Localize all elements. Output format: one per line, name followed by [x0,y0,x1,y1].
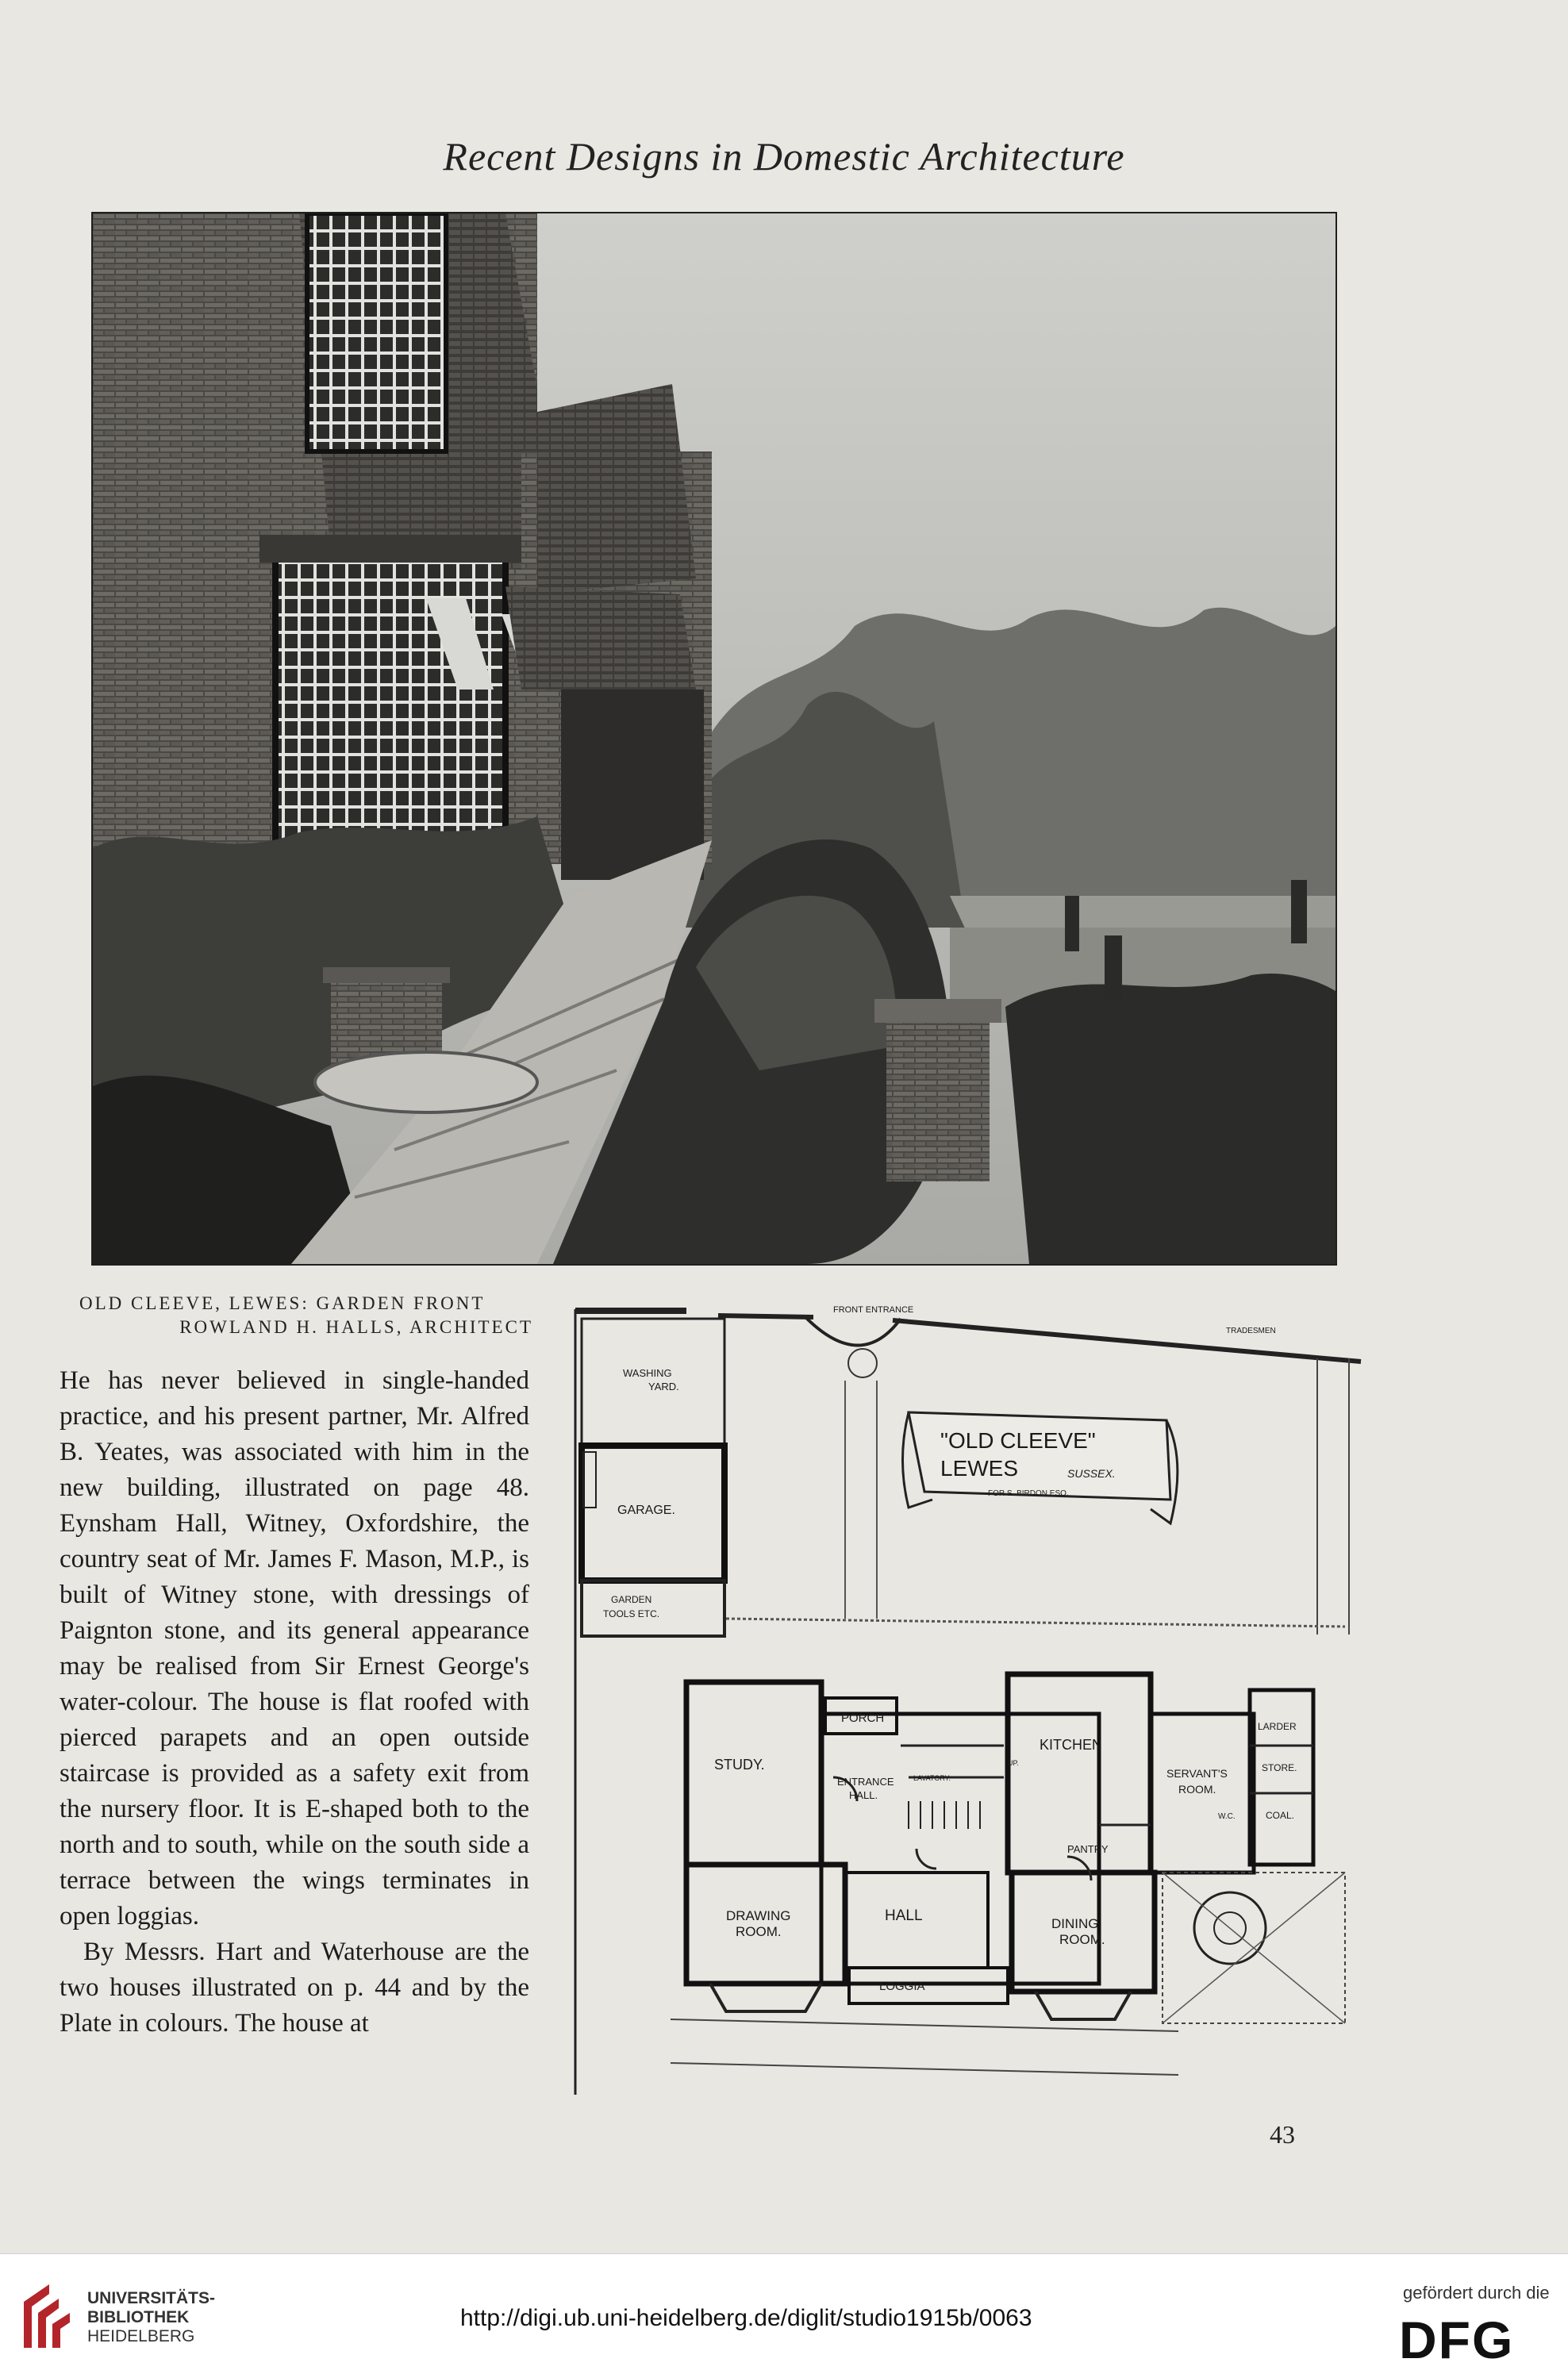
page-number: 43 [1270,2120,1295,2149]
svg-text:SUSSEX.: SUSSEX. [1067,1467,1116,1480]
plan-garden-tools: GARDEN [611,1594,652,1605]
svg-text:ROOM.: ROOM. [1059,1932,1105,1947]
svg-text:YARD.: YARD. [648,1381,679,1393]
plan-coal: COAL. [1266,1810,1295,1821]
library-name: UNIVERSITÄTS- BIBLIOTHEK HEIDELBERG [87,2289,216,2345]
plan-pantry: PANTRY [1067,1843,1109,1855]
cartouche-title: "OLD CLEEVE" [940,1428,1096,1453]
plan-store: STORE. [1262,1762,1297,1773]
plan-porch: PORCH [841,1711,885,1725]
body-paragraph-2: By Messrs. Hart and Waterhouse are the two houses illustrated on p. 44 and by the Plate in colours. The house at [60,1938,529,2038]
svg-text:FOR S. BIRDON ESQ.: FOR S. BIRDON ESQ. [988,1489,1069,1498]
cartouche-place: LEWES [940,1456,1019,1481]
university-library-logo-icon [17,2278,76,2354]
plan-dining-room: DINING [1051,1916,1099,1931]
plan-entrance-hall: ENTRANCE [837,1776,894,1788]
plan-garage: GARAGE. [617,1504,675,1517]
plan-drawing-room: DRAWING [726,1908,791,1923]
caption-title: OLD CLEEVE, LEWES: GARDEN FRONT [79,1293,486,1313]
plan-lavatory: LAVATORY. [913,1774,951,1782]
svg-text:ROOM.: ROOM. [1178,1783,1216,1796]
permalink-url[interactable]: http://digi.ub.uni-heidelberg.de/diglit/studio1915b/0063 [460,2305,1032,2331]
funded-by-label: gefördert durch die [1403,2283,1550,2303]
plan-washing-yard: WASHING [623,1367,672,1379]
plan-tradesmen: TRADESMEN [1226,1327,1276,1335]
plan-hall: HALL [885,1907,923,1924]
body-text [60,1363,529,2042]
plan-study: STUDY. [714,1757,765,1773]
plan-up: UP. [1008,1759,1019,1767]
caption-architect: ROWLAND H. HALLS, ARCHITECT [179,1317,533,1337]
plan-cartouche [903,1412,1178,1523]
svg-text:HALL.: HALL. [849,1789,878,1801]
floor-plan [559,1301,1369,2111]
dfg-logo: DFG [1399,2311,1515,2369]
digital-library-footer [0,2253,1568,2374]
plan-larder: LARDER [1258,1721,1297,1732]
body-paragraph-1: He has never believed in single-handed practice, and his present partner, Mr. Alfred B. Yeates, was associated with him in the new building, illustrated on page 48. Eynsham Hall, Witney, Oxfordshire, the country seat of Mr. James F. Mason, M.P., is built of Witney stone, with dressings of Paignton stone, and its general appearance may be realised from Sir Ernest George's water-colour. The house is flat roofed with pierced parapets and an open outside staircase is provided as a safety exit from the nursery floor. It is E-shaped both to the north and to south, while on the south side a terrace between the wings terminates in open loggias. [60,1366,529,1930]
house-garden-photo [91,212,1337,1266]
plan-servants-room: SERVANT'S [1166,1767,1228,1780]
running-head: Recent Designs in Domestic Architecture [443,134,1125,179]
svg-text:TOOLS ETC.: TOOLS ETC. [603,1608,660,1619]
plan-wc: W.C. [1218,1812,1236,1821]
plan-loggia: LOGGIA [879,1980,925,1993]
svg-text:ROOM.: ROOM. [736,1924,782,1939]
plan-kitchen: KITCHEN [1040,1737,1103,1753]
photo-caption [79,1292,533,1339]
plan-front-entrance: FRONT ENTRANCE [833,1305,914,1315]
